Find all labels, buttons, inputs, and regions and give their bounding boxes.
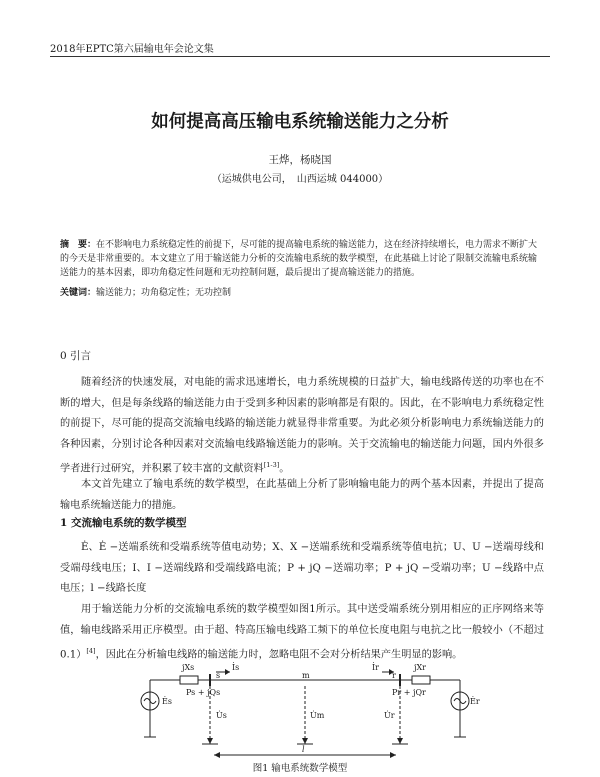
running-header: 2018年EPTC第六届输电年会论文集 xyxy=(50,44,214,55)
section-0-paragraph-2: 本文首先建立了输电系统的数学模型，在此基础上分析了影响输电能力的两个基本因素，并提出了提高输电系统输送能力的措施。 xyxy=(60,479,544,511)
left-reactance-box xyxy=(180,676,198,684)
keywords xyxy=(60,286,544,300)
p3-citation: [4] xyxy=(86,647,96,655)
right-reactance-box xyxy=(412,676,430,684)
header-rule xyxy=(50,56,550,57)
label-bus-s: s xyxy=(216,671,221,680)
label-jxr: jXr xyxy=(414,663,426,672)
label-er: Ėr xyxy=(470,697,480,706)
label-us: U̇s xyxy=(216,711,227,720)
section-0-heading: 0 引言 xyxy=(60,350,92,362)
keywords-label: 关键词： xyxy=(60,288,97,298)
paper-authors: 王烨，杨晓国 xyxy=(268,154,332,166)
label-jxs: jXs xyxy=(182,663,195,672)
figure-1-caption: 图1 输电系统数学模型 xyxy=(252,763,348,774)
abstract-label: 摘 要： xyxy=(60,240,97,250)
label-pr: Pr + jQr xyxy=(392,688,426,697)
keywords-text: 输送能力；功角稳定性；无功控制 xyxy=(96,288,232,298)
paper-title: 如何提高高压输电系统输送能力之分析 xyxy=(151,112,449,132)
symbol-definitions: Ė、Ė −送端系统和受端系统等值电动势；X、X −送端系统和受端系统等值电抗；U、U −送端母线和受端母线电压；I、I −送端线路和受端线路电流；P + jQ −送端功率；P + jQ −受端功率；U −线路中点电压；l −线路长度 xyxy=(60,542,544,594)
p1-end: 。 xyxy=(279,463,290,475)
abstract xyxy=(60,238,544,280)
p1-text: 随着经济的快速发展，对电能的需求迅速增长，电力系统规模的日益扩大，输电线路传送的功率也在不断的增大，但是每条线路的输送能力由于受到多种因素的影响都是有限的。因此，在不影响电力系统稳定性的前提下，尽可能的提高交流输电线路的输送能力就显得非常重要。为此必须分析影响电力系统输送能力的各种因素，分别讨论各种因素对交流输电线路输送能力的影响。关于交流输电的输送能力问题，国内外很多学者进行过研究，并积累了较丰富的文献资料 xyxy=(60,377,544,475)
p3-text: 用于输送能力分析的交流输电系统的数学模型如图1所示。其中送受端系统分别用相应的正序网络来等值，输电线路采用正序模型。由于超、特高压输电线路工频下的单位长度电阻与电抗之比一般较小（不超过0.1） xyxy=(60,604,544,661)
label-bus-r: r xyxy=(392,671,396,680)
section-0-paragraph-1 xyxy=(60,373,544,480)
p1-citation: [1-3] xyxy=(263,461,280,469)
label-length: l xyxy=(302,745,305,754)
label-ur: U̇r xyxy=(384,711,395,720)
paper-affiliation: （运城供电公司， 山西运城 044000） xyxy=(211,174,389,185)
label-bus-m: m xyxy=(302,671,310,680)
label-um: U̇m xyxy=(310,711,325,720)
label-is: İs xyxy=(232,663,240,672)
figure-1-circuit xyxy=(130,652,480,760)
section-1-heading: 1 交流输电系统的数学模型 xyxy=(60,517,187,529)
label-ir: İr xyxy=(372,663,379,672)
label-es: Ės xyxy=(162,697,172,706)
abstract-text: 在不影响电力系统稳定性的前提下，尽可能的提高输电系统的输送能力，这在经济持续增长，电力需求不断扩大的今天是非常重要的。本文建立了用于输送能力分析的交流输电系统的数学模型，在此基础上讨论了限制交流输电系统输送能力的基本因素，即功角稳定性问题和无功控制问题，最后提出了提高输送能力的措施。 xyxy=(60,240,538,278)
p3-end: ，因此在分析输电线路的输送能力时，忽略电阻不会对分析结果产生明显的影响。 xyxy=(95,649,463,661)
label-ps: Ps + jQs xyxy=(186,688,221,697)
